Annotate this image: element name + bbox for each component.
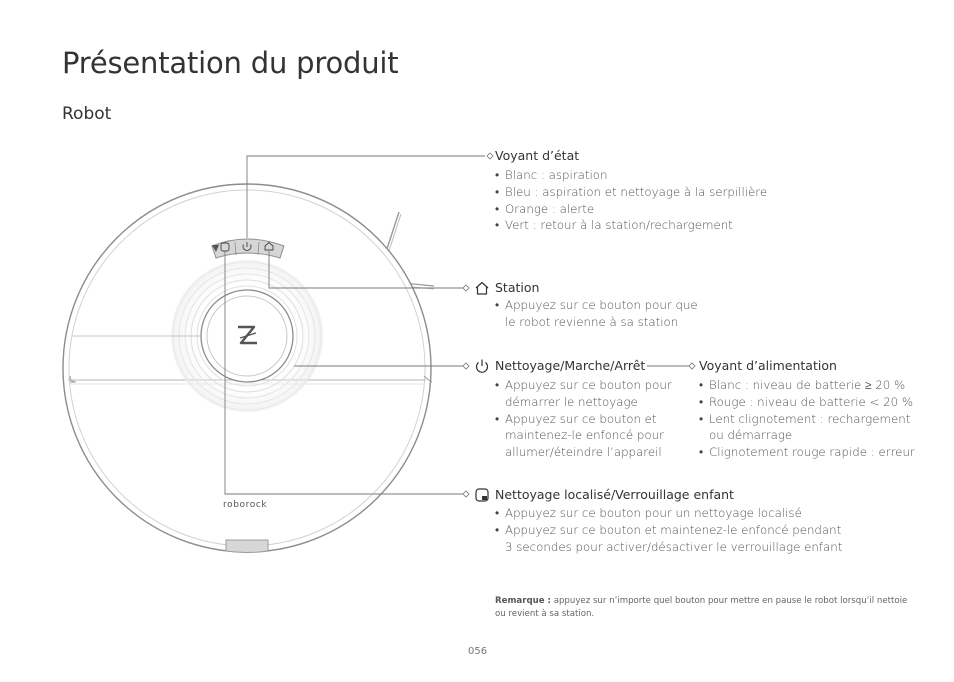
list-item: • Appuyez sur ce bouton pour un nettoyage localisé [495, 505, 842, 522]
list-item: ou démarrage [709, 428, 793, 443]
list-item: allumer/éteindre l’appareil [505, 445, 662, 460]
spot-clean-icon [474, 487, 490, 503]
list-item: • Appuyez sur ce bouton pour [495, 377, 672, 394]
power-list [495, 377, 672, 461]
brand-logo: roborock [223, 500, 268, 510]
page-title: Présentation du produit [62, 46, 399, 80]
list-item: 3 secondes pour activer/désactiver le verrouillage enfant [505, 539, 843, 554]
power-heading: Nettoyage/Marche/Arrêt [495, 358, 646, 373]
list-item: • Blanc : aspiration [495, 167, 767, 184]
home-icon [474, 280, 490, 296]
list-item: • Appuyez sur ce bouton et [495, 411, 672, 428]
lidar-cover [201, 290, 293, 382]
list-item: le robot revienne à sa station [505, 314, 679, 329]
list-item: • Orange : alerte [495, 201, 767, 218]
list-item: • Vert : retour à la station/rechargement [495, 217, 767, 234]
front-sensor [226, 540, 268, 553]
dock-heading: Station [495, 280, 540, 295]
list-item: • Rouge : niveau de batterie < 20 % [699, 394, 915, 411]
note [495, 595, 915, 621]
note-label: Remarque : [495, 596, 551, 606]
power-light-list [699, 377, 915, 461]
list-item: • Bleu : aspiration et nettoyage à la serpillière [495, 184, 767, 201]
power-icon [474, 358, 490, 374]
list-item: maintenez-le enfoncé pour [505, 428, 664, 443]
list-item: • Blanc : niveau de batterie ≥ 20 % [699, 377, 915, 394]
power-light-heading: Voyant d’alimentation [699, 358, 837, 373]
list-item: • Lent clignotement : rechargement [699, 411, 915, 428]
list-item: démarrer le nettoyage [505, 394, 638, 409]
status-light-heading: Voyant d’état [495, 148, 580, 163]
page-number: 056 [468, 646, 488, 657]
status-light-list [495, 167, 767, 234]
spot-list [495, 505, 842, 555]
section-subtitle: Robot [62, 104, 112, 124]
list-item: • Appuyez sur ce bouton et maintenez-le enfoncé pendant [495, 522, 842, 539]
list-item: • Clignotement rouge rapide : erreur [699, 444, 915, 461]
note-text: appuyez sur n’importe quel bouton pour mettre en pause le robot lorsqu’il nettoie ou revient à sa station. [495, 596, 908, 619]
list-item: • Appuyez sur ce bouton pour que [495, 297, 698, 314]
spot-heading: Nettoyage localisé/Verrouillage enfant [495, 487, 734, 502]
dock-list [495, 297, 698, 331]
